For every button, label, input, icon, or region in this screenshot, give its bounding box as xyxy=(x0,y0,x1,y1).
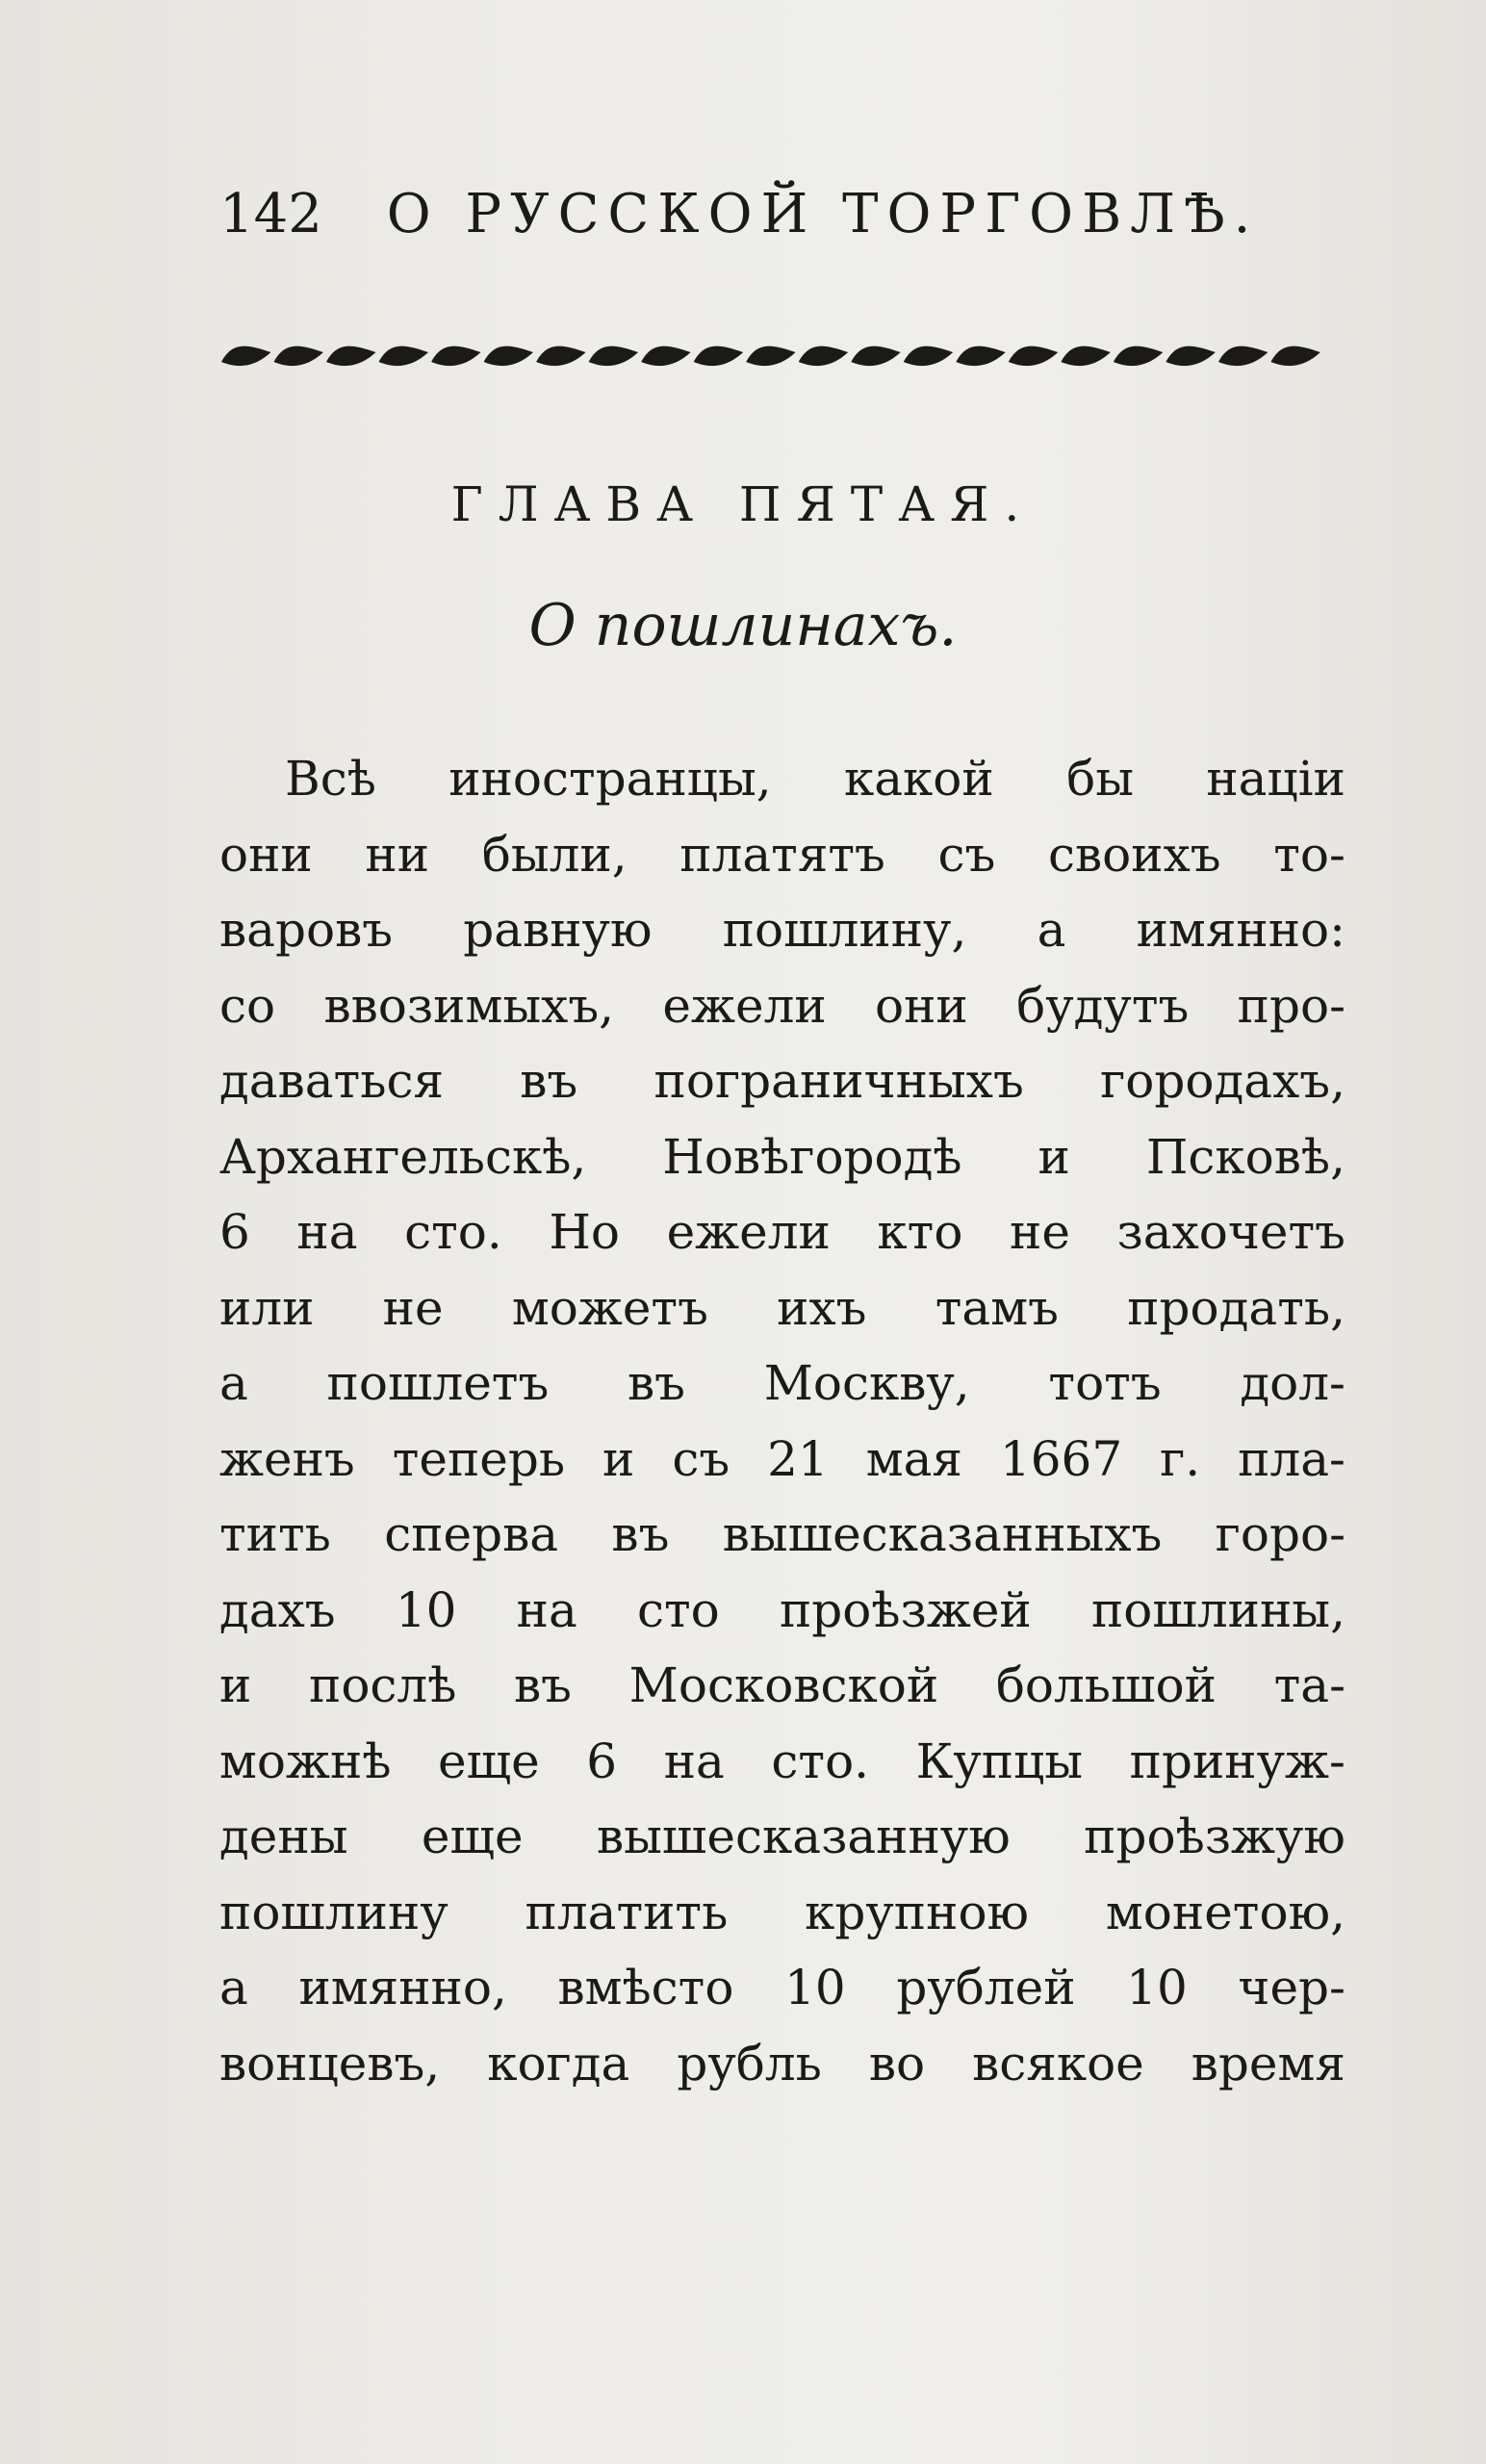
word: не xyxy=(1010,1204,1070,1260)
ornament-swash xyxy=(694,346,743,366)
text-line xyxy=(219,892,1345,968)
text-line xyxy=(219,1346,1345,1422)
word: ежели xyxy=(662,977,827,1034)
word: рубль xyxy=(677,2035,822,2092)
ornament-swash xyxy=(484,346,533,366)
word: они xyxy=(875,977,968,1034)
word: монетою, xyxy=(1105,1884,1345,1940)
decorative-ornament-rule xyxy=(219,327,1321,385)
word: даваться xyxy=(219,1053,444,1109)
word: или xyxy=(219,1279,315,1336)
word: Москву, xyxy=(763,1355,970,1411)
word: а xyxy=(219,1355,248,1411)
ornament-swash xyxy=(851,346,900,366)
page-number: 142 xyxy=(219,183,322,245)
word: когда xyxy=(487,2035,630,2092)
word: еще xyxy=(421,1809,524,1864)
text-line xyxy=(219,1648,1345,1724)
word: ежели xyxy=(666,1204,831,1260)
word: городахъ, xyxy=(1100,1053,1345,1109)
word: Купцы xyxy=(915,1732,1084,1789)
word: сто xyxy=(636,1581,720,1638)
text-line xyxy=(219,1875,1345,1951)
word: съ xyxy=(672,1430,730,1487)
word: 1667 xyxy=(999,1430,1123,1487)
word: Всѣ xyxy=(285,751,376,807)
running-title: О РУССКОЙ ТОРГОВЛѢ. xyxy=(386,183,1260,245)
word: рублей xyxy=(896,1960,1076,2015)
text-line xyxy=(219,968,1345,1044)
word: со xyxy=(219,977,276,1034)
word: 10 xyxy=(1126,1960,1188,2015)
body-text xyxy=(219,741,1345,2101)
word: вышесказанныхъ xyxy=(722,1506,1163,1562)
word: какой xyxy=(844,751,994,807)
text-line xyxy=(219,817,1345,893)
ornament-swash xyxy=(274,346,323,366)
word: продать, xyxy=(1127,1279,1345,1336)
text-line xyxy=(219,1422,1345,1498)
word: большой xyxy=(995,1657,1217,1713)
word: Московской xyxy=(628,1657,939,1713)
word: чер- xyxy=(1238,1960,1345,2015)
word: въ xyxy=(514,1657,572,1713)
word: во xyxy=(868,2035,926,2092)
ornament-swash xyxy=(589,346,638,366)
word: въ xyxy=(520,1053,578,1109)
word: горо- xyxy=(1215,1506,1345,1562)
ornament-swash xyxy=(1270,346,1319,366)
word: съ xyxy=(937,826,996,883)
word: и xyxy=(1038,1128,1070,1185)
ornament-swash xyxy=(641,346,690,366)
word: были, xyxy=(481,826,628,883)
chapter-heading: ГЛАВА ПЯТАЯ. xyxy=(450,476,1036,532)
word: платить xyxy=(525,1884,729,1940)
word: будутъ xyxy=(1016,977,1190,1034)
ornament-swash xyxy=(326,346,375,366)
text-line xyxy=(219,1270,1345,1347)
word: на xyxy=(516,1581,577,1638)
word: дены xyxy=(219,1809,348,1864)
word: еще xyxy=(438,1732,540,1789)
word: пла- xyxy=(1238,1430,1345,1487)
word: а xyxy=(219,1960,248,2015)
ornament-swash xyxy=(746,346,795,366)
running-head xyxy=(219,183,1260,260)
ornament-swash xyxy=(221,346,270,366)
word: въ xyxy=(611,1506,670,1562)
word: время xyxy=(1191,2035,1345,2092)
word: можнѣ xyxy=(219,1732,392,1789)
word: кто xyxy=(877,1204,963,1260)
text-line xyxy=(219,1724,1345,1800)
word: всякое xyxy=(972,2035,1144,2092)
ornament-swash xyxy=(1218,346,1268,366)
word: пошлетъ xyxy=(326,1355,550,1411)
word: ни xyxy=(365,826,430,883)
word: сперва xyxy=(384,1506,559,1562)
word: 10 xyxy=(395,1581,457,1638)
word: сто. xyxy=(404,1204,502,1260)
word: дахъ xyxy=(219,1581,336,1638)
word: и xyxy=(602,1430,635,1487)
word: равную xyxy=(463,902,653,958)
word: тить xyxy=(219,1506,331,1562)
word: дол- xyxy=(1240,1355,1345,1411)
word: бы xyxy=(1066,751,1134,807)
word: 10 xyxy=(784,1960,846,2015)
word: г. xyxy=(1160,1430,1201,1487)
ornament-swash xyxy=(536,346,585,366)
word: мая xyxy=(865,1430,962,1487)
text-line xyxy=(219,741,1345,817)
word: иностранцы, xyxy=(448,751,772,807)
word: вонцевъ, xyxy=(219,2035,441,2092)
text-line xyxy=(219,1194,1345,1270)
word: 21 xyxy=(767,1430,829,1487)
text-line xyxy=(219,1497,1345,1573)
word: 6 xyxy=(586,1732,618,1789)
word: крупною xyxy=(805,1884,1030,1940)
word: захочетъ xyxy=(1116,1204,1345,1260)
word: Архангельскѣ, xyxy=(219,1128,587,1185)
word: 6 xyxy=(219,1204,250,1260)
word: варовъ xyxy=(219,902,394,958)
word: вышесказанную xyxy=(596,1809,1011,1864)
word: и xyxy=(219,1657,252,1713)
word: принуж- xyxy=(1129,1732,1345,1789)
word: теперь xyxy=(392,1430,566,1487)
text-line xyxy=(219,2026,1345,2102)
text-line xyxy=(219,1799,1345,1875)
ornament-swash xyxy=(1009,346,1058,366)
ornament-swash xyxy=(1114,346,1163,366)
word: сто. xyxy=(771,1732,870,1789)
word: не xyxy=(382,1279,444,1336)
word: тотъ xyxy=(1048,1355,1162,1411)
word: пограничныхъ xyxy=(653,1053,1024,1109)
word: націи xyxy=(1206,751,1345,807)
text-line xyxy=(219,1573,1345,1649)
word: проѣзжей xyxy=(779,1581,1032,1638)
ornament-swash xyxy=(956,346,1005,366)
word: вмѣсто xyxy=(557,1960,734,2015)
ornament-swash xyxy=(431,346,480,366)
word: въ xyxy=(628,1355,685,1411)
word: имянно, xyxy=(298,1960,507,2015)
word: своихъ xyxy=(1048,826,1221,883)
word: то- xyxy=(1273,826,1345,883)
word: пошлины, xyxy=(1090,1581,1345,1638)
word: платятъ xyxy=(679,826,885,883)
word: они xyxy=(219,826,313,883)
word: Но xyxy=(549,1204,621,1260)
text-line xyxy=(219,1043,1345,1119)
word: про- xyxy=(1237,977,1345,1034)
word: женъ xyxy=(219,1430,355,1487)
word: ихъ xyxy=(777,1279,867,1336)
word: проѣзжую xyxy=(1084,1809,1345,1864)
text-line xyxy=(219,1950,1345,2026)
ornament-swash xyxy=(379,346,428,366)
ornament-swash xyxy=(1166,346,1215,366)
chapter-title: О пошлинахъ. xyxy=(528,592,958,659)
word: на xyxy=(296,1204,358,1260)
word: а xyxy=(1037,902,1066,958)
text-line xyxy=(219,1119,1345,1195)
ornament-swash xyxy=(1061,346,1110,366)
word: Новѣгородѣ xyxy=(662,1128,962,1185)
word: Псковѣ, xyxy=(1145,1128,1345,1185)
word: имянно: xyxy=(1136,902,1345,958)
word: пошлину, xyxy=(722,902,967,958)
word: послѣ xyxy=(309,1657,457,1713)
word: ввозимыхъ, xyxy=(323,977,615,1034)
word: можетъ xyxy=(511,1279,708,1336)
word: та- xyxy=(1273,1657,1345,1713)
ornament-swash xyxy=(904,346,953,366)
word: пошлину xyxy=(219,1884,448,1940)
word: тамъ xyxy=(935,1279,1059,1336)
word: на xyxy=(663,1732,725,1789)
ornament-swash xyxy=(799,346,848,366)
